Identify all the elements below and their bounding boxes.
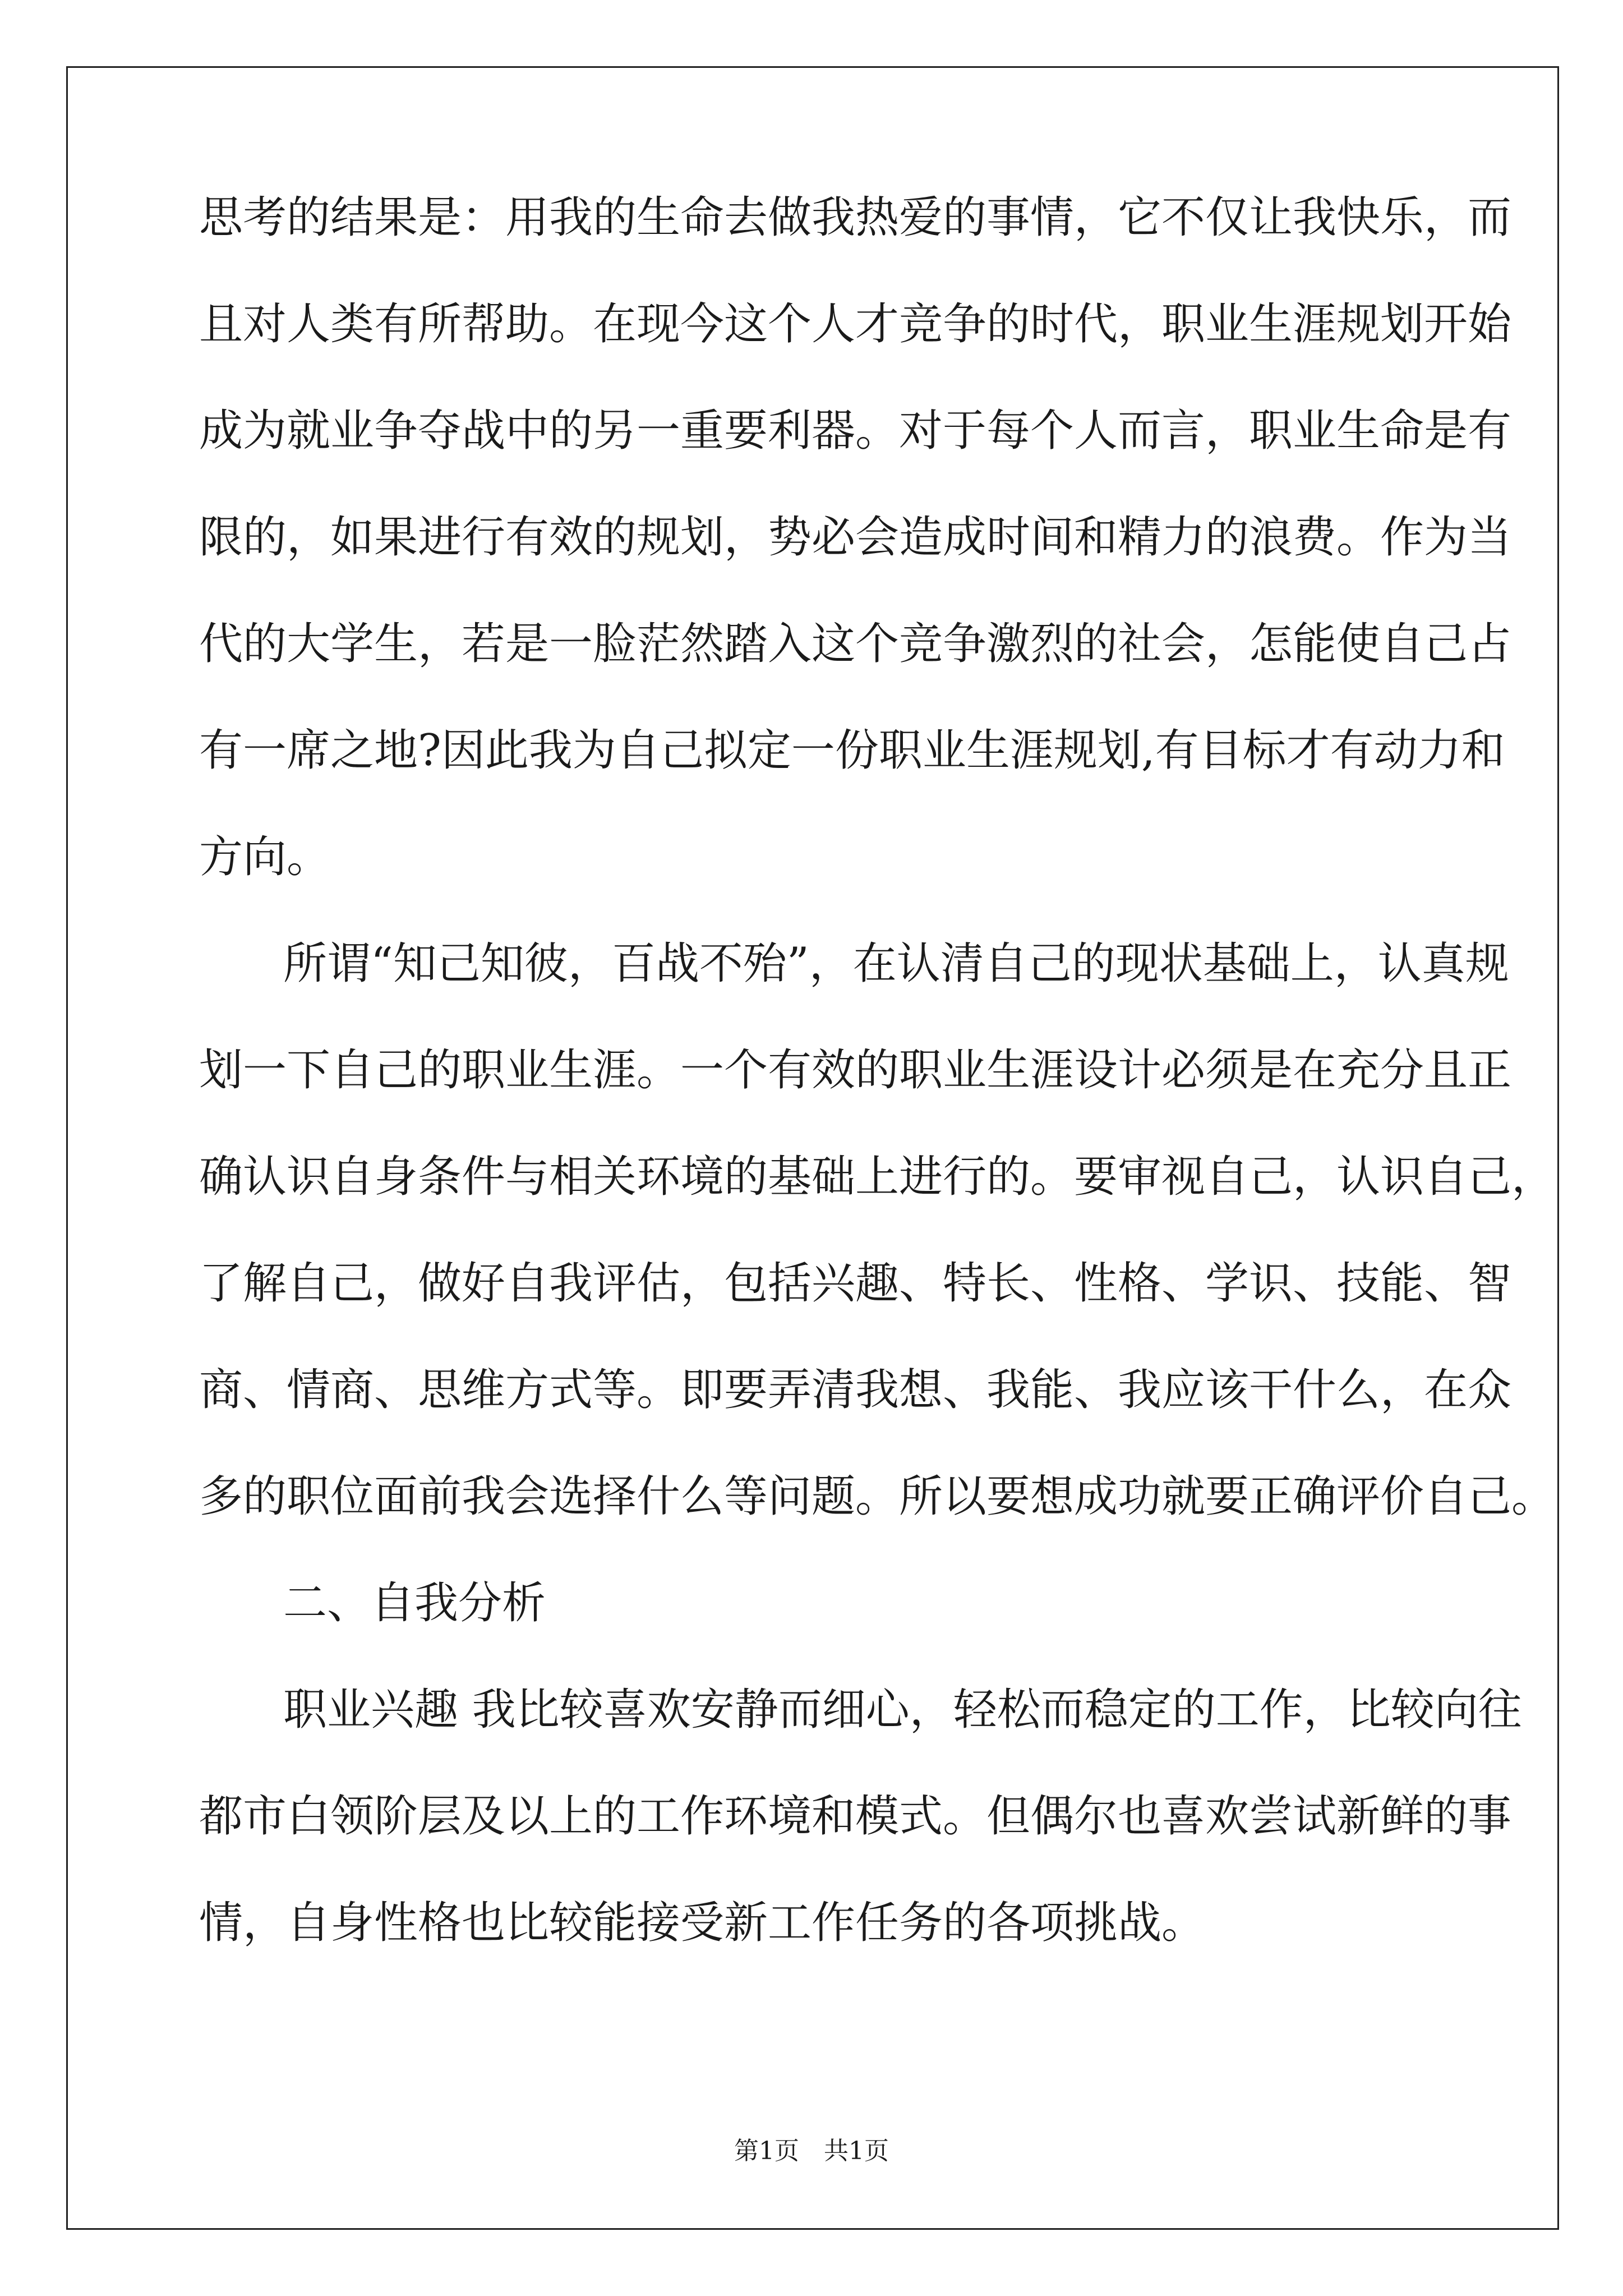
text-line: 都市白领阶层及以上的工作环境和模式。但偶尔也喜欢尝试新鲜的事 — [199, 1791, 1512, 1842]
text-line: 代的大学生，若是一脸茫然踏入这个竞争激烈的社会，怎能使自己占 — [199, 619, 1512, 669]
text-line: 且对人类有所帮助。在现今这个人才竞争的时代，职业生涯规划开始 — [199, 299, 1512, 349]
text-line: 有一席之地?因此我为自己拟定一份职业生涯规划,有目标才有动力和 — [199, 725, 1505, 776]
text-line: 确认识自身条件与相关环境的基础上进行的。要审视自己，认识自己， — [199, 1152, 1556, 1202]
text-line: 成为就业争夺战中的另一重要利器。对于每个人而言，职业生命是有 — [199, 406, 1512, 456]
text-line: 商、情商、思维方式等。即要弄清我想、我能、我应该干什么，在众 — [199, 1365, 1512, 1415]
text-line: 情，自身性格也比较能接受新工作任务的各项挑战。 — [199, 1898, 1206, 1948]
paragraph-first-line: 职业兴趣 我比较喜欢安静而细心，轻松而稳定的工作，比较向往 — [283, 1685, 1522, 1735]
text-line: 多的职位面前我会选择什么等问题。所以要想成功就要正确评价自己。 — [199, 1471, 1556, 1522]
text-line: 思考的结果是：用我的生命去做我热爱的事情，它不仅让我快乐，而 — [199, 192, 1512, 243]
paragraph-first-line: 所谓“知己知彼，百战不殆”，在认清自己的现状基础上，认真规 — [283, 938, 1509, 989]
text-line: 限的，如果进行有效的规划，势必会造成时间和精力的浪费。作为当 — [199, 512, 1512, 563]
text-line: 划一下自己的职业生涯。一个有效的职业生涯设计必须是在充分且正 — [199, 1045, 1512, 1096]
section-heading: 二、自我分析 — [283, 1578, 546, 1628]
text-line: 方向。 — [199, 832, 331, 882]
text-line: 了解自己，做好自我评估，包括兴趣、特长、性格、学识、技能、智 — [199, 1258, 1512, 1309]
page-footer: 第1页 共1页 — [734, 2137, 889, 2165]
